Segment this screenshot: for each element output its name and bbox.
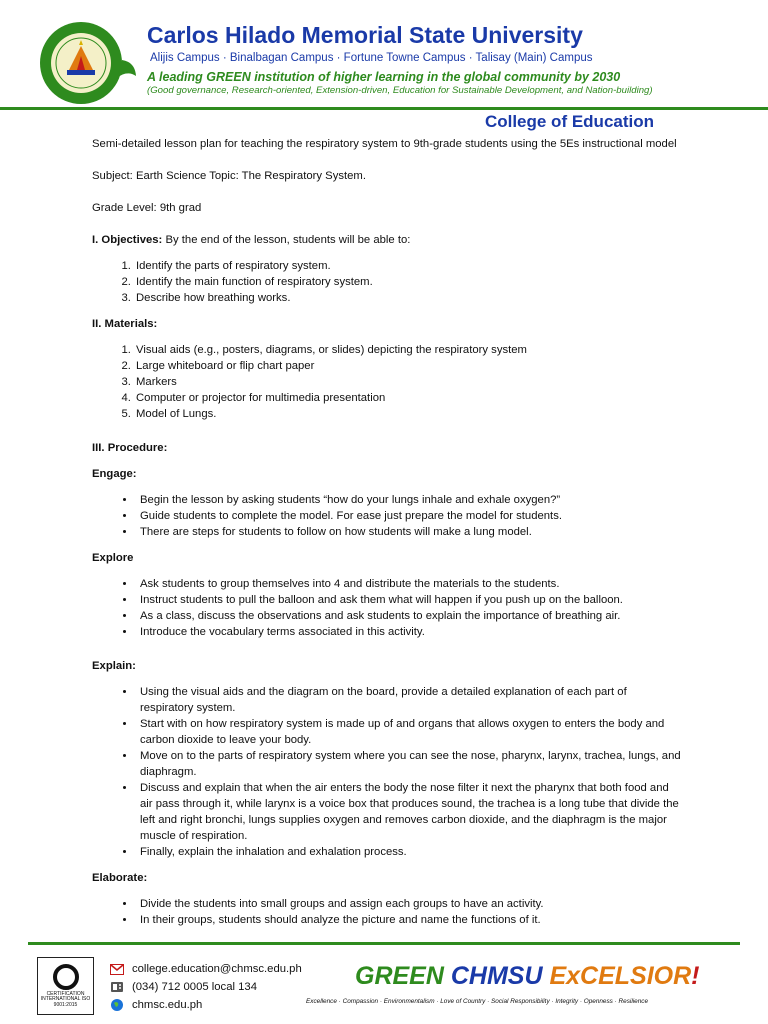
core-values: Excellence · Compassion · Environmentalism · Love of Country · Social Responsibility · Integrity · Openness · Resilience (306, 998, 649, 1005)
campus-list: Alijis Campus · Binalbagan Campus · Fortune Towne Campus · Talisay (Main) Campus (150, 52, 593, 64)
website-text[interactable]: chmsc.edu.ph (132, 999, 203, 1011)
email-text[interactable]: college.education@chmsc.edu.ph (132, 963, 302, 975)
list-item: • Ask students to group themselves into 4 and distribute the materials to the students. (136, 576, 682, 592)
list-item: 3. Describe how breathing works. (134, 290, 682, 306)
slogan-excelsior: ExCELSIOR (549, 962, 692, 990)
list-item: 1. Visual aids (e.g., posters, diagrams, or slides) depicting the respiratory system (134, 342, 682, 358)
explain-list (92, 684, 682, 860)
procedure-heading: III. Procedure: (92, 442, 168, 454)
subject-line: Subject: Earth Science Topic: The Respiratory System. (92, 170, 366, 182)
list-item: 5. Model of Lungs. (134, 406, 682, 422)
list-item: • Move on to the parts of respiratory system where you can see the nose, pharynx, larynx, trachea, lungs, and diaphragm. (136, 748, 682, 780)
list-item: • Begin the lesson by asking students “how do your lungs inhale and exhale oxygen?” (136, 492, 682, 508)
phone-row (110, 978, 302, 996)
grade-line: Grade Level: 9th grad (92, 202, 202, 214)
materials-heading: II. Materials: (92, 318, 158, 330)
header-divider (0, 107, 768, 110)
certification-ring-icon (53, 964, 79, 990)
objectives-heading: I. Objectives: (92, 234, 163, 246)
vision-tagline: A leading GREEN institution of higher learning in the global community by 2030 (147, 70, 621, 84)
list-item: • Divide the students into small groups and assign each groups to have an activity. (136, 896, 682, 912)
list-item: • Introduce the vocabulary terms associated in this activity. (136, 624, 682, 640)
list-item: • Guide students to complete the model. For ease just prepare the model for students. (136, 508, 682, 524)
objectives-lead: By the end of the lesson, students will be able to: (162, 234, 411, 246)
elaborate-heading: Elaborate: (92, 872, 148, 884)
college-name: College of Education (484, 112, 654, 131)
list-item: • As a class, discuss the observations and ask students to explain the importance of breathing air. (136, 608, 682, 624)
university-seal-icon (37, 20, 137, 106)
list-item: • In their groups, students should analyze the picture and name the functions of it. (136, 912, 682, 928)
list-item: 4. Computer or projector for multimedia presentation (134, 390, 682, 406)
list-item: • Using the visual aids and the diagram on the board, provide a detailed explanation of each part of respiratory system. (136, 684, 682, 716)
university-name: Carlos Hilado Memorial State University (147, 22, 583, 48)
vision-subtagline: (Good governance, Research-oriented, Extension-driven, Education for Sustainable Development, and Nation-building) (147, 85, 653, 96)
list-item: • Discuss and explain that when the air enters the body the nose filter it next the pharynx that both food and air pass through it, while larynx is a voice box that produces sound, the trachea is a long tube that divide the left and right bronchi, lungs supplies oxygen and removes carbon dioxide, and the diaphragm is the major muscle of respiration. (136, 780, 682, 844)
objectives-section (92, 232, 682, 248)
slogan-bang: ! (691, 962, 700, 990)
intro-text: Semi-detailed lesson plan for teaching the respiratory system to 9th-grade students using the 5Es instructional model (92, 138, 677, 150)
website-row (110, 996, 302, 1014)
engage-heading: Engage: (92, 468, 137, 480)
slogan (355, 962, 700, 991)
list-item: • Start with on how respiratory system is made up of and organs that allows oxygen to enters the body and carbon dioxide to leave your body. (136, 716, 682, 748)
certification-text: CERTIFICATION INTERNATIONAL ISO 9001:2015 (40, 990, 91, 1008)
explain-heading: Explain: (92, 660, 136, 672)
materials-list (92, 342, 682, 422)
list-item: • Instruct students to pull the balloon and ask them what will happen if you push up on the balloon. (136, 592, 682, 608)
email-row (110, 960, 302, 978)
list-item: 1. Identify the parts of respiratory system. (134, 258, 682, 274)
objectives-list (92, 258, 682, 306)
list-item: 2. Identify the main function of respiratory system. (134, 274, 682, 290)
footer-divider (28, 942, 740, 945)
contact-block (110, 960, 302, 1014)
explore-list (92, 576, 682, 640)
phone-icon (110, 981, 124, 993)
list-item: 2. Large whiteboard or flip chart paper (134, 358, 682, 374)
mail-icon (110, 964, 124, 975)
explore-heading: Explore (92, 552, 134, 564)
engage-list (92, 492, 682, 540)
slogan-chmsu: CHMSU (450, 962, 550, 990)
list-item: • There are steps for students to follow on how students will make a lung model. (136, 524, 682, 540)
phone-text: (034) 712 0005 local 134 (132, 981, 257, 993)
lesson-plan-body (92, 136, 682, 928)
slogan-green: GREEN (355, 962, 451, 990)
iso-certification-badge (37, 957, 94, 1015)
letterhead (0, 0, 768, 108)
globe-icon (110, 998, 124, 1012)
elaborate-list (92, 896, 682, 928)
list-item: • Finally, explain the inhalation and exhalation process. (136, 844, 682, 860)
list-item: 3. Markers (134, 374, 682, 390)
